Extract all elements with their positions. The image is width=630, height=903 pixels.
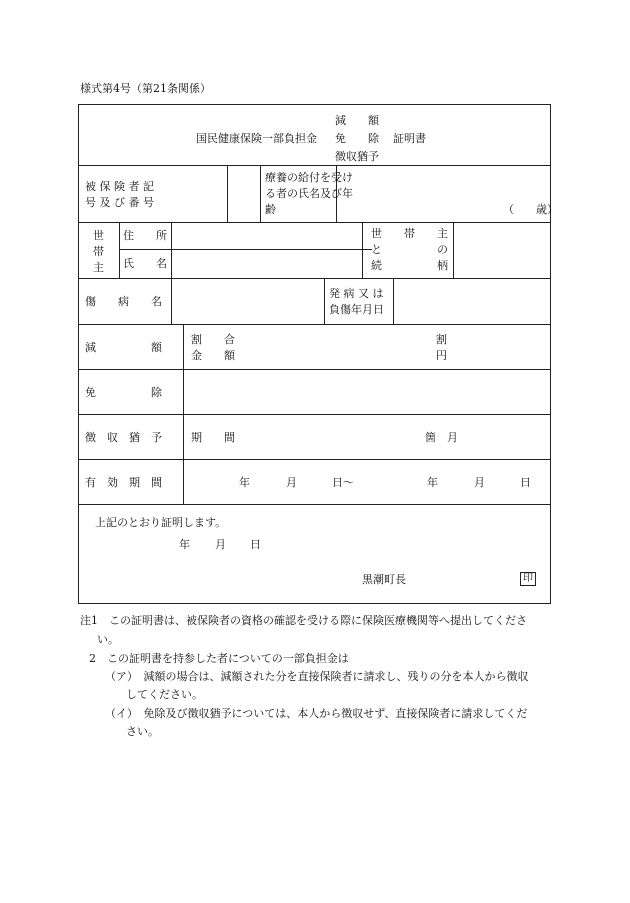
cert-date-year: 年 <box>179 538 190 551</box>
note-2: 2 この証明書を持参した者についての一部負担金は <box>89 652 349 665</box>
row-divider <box>79 369 550 370</box>
relation-label: 続 柄 <box>371 259 448 272</box>
rate-unit: 割 <box>436 333 447 346</box>
recipient-label: る者の氏名及び年 <box>265 187 353 200</box>
rate-label: 割 合 <box>191 333 235 346</box>
address-label: 住 所 <box>123 229 167 242</box>
onset-label: 発 病 又 は <box>329 287 384 300</box>
issuer: 黒潮町長 <box>362 573 406 586</box>
row-divider <box>79 278 550 279</box>
row-divider <box>79 504 550 505</box>
cert-date-day: 日 <box>250 538 261 551</box>
row-divider <box>119 249 372 250</box>
col-divider <box>119 222 120 278</box>
form-number: 様式第4号（第21条関係） <box>80 82 211 95</box>
householder-group-label: 世 <box>93 229 104 242</box>
injury-label: 傷 病 名 <box>85 295 162 308</box>
relation-label: と の <box>371 243 448 256</box>
date-year: 年 <box>239 476 250 489</box>
col-divider <box>183 324 184 504</box>
note-2b-cont: さい。 <box>126 725 159 738</box>
date-day-range: 日～ <box>332 476 354 489</box>
months-unit: 箇 月 <box>425 431 458 444</box>
householder-group-label: 帯 <box>93 245 104 258</box>
row-divider <box>79 324 550 325</box>
age-field: （ 歳） <box>503 203 558 216</box>
title-suffix: 証明書 <box>393 132 426 145</box>
title-option-deferral: 徴収猶予 <box>335 150 379 163</box>
seal-mark: 印 <box>520 572 536 586</box>
recipient-label: 療養の給付を受け <box>265 171 353 184</box>
insured-number-label: 被 保 険 者 記 <box>85 180 154 193</box>
col-divider <box>393 278 394 324</box>
householder-group-label: 主 <box>93 261 104 274</box>
note-2a-cont: してください。 <box>126 688 203 701</box>
validity-label: 有 効 期 間 <box>85 476 162 489</box>
col-divider <box>324 278 325 324</box>
onset-label: 負傷年月日 <box>329 303 384 316</box>
certification-statement: 上記のとおり証明します。 <box>95 516 227 529</box>
title-option-reduction: 減 額 <box>335 114 379 127</box>
col-divider <box>453 222 454 278</box>
note-1-cont: い。 <box>97 633 119 646</box>
relation-label: 世 帯 主 <box>371 227 448 240</box>
col-divider <box>227 165 228 222</box>
deferral-label: 徴 収 猶 予 <box>85 431 162 444</box>
date-day: 日 <box>520 476 531 489</box>
title-prefix: 国民健康保険一部負担金 <box>196 132 317 145</box>
amount-label: 金 額 <box>191 349 235 362</box>
title-option-exemption: 免 除 <box>335 132 379 145</box>
recipient-label: 齢 <box>265 203 276 216</box>
col-divider <box>171 222 172 278</box>
insured-number-label: 号 及 び 番 号 <box>85 196 154 209</box>
amount-unit: 円 <box>436 349 447 362</box>
date-month: 月 <box>286 476 297 489</box>
col-divider <box>260 165 261 222</box>
period-label: 期 間 <box>191 431 235 444</box>
row-divider <box>79 459 550 460</box>
reduction-label: 減 額 <box>85 341 162 354</box>
date-year: 年 <box>427 476 438 489</box>
cert-date-month: 月 <box>215 538 226 551</box>
exemption-label: 免 除 <box>85 386 162 399</box>
row-divider <box>79 222 550 223</box>
note-2a: （ア） 減額の場合は、減額された分を直接保険者に請求し、残りの分を本人から徴収 <box>105 670 529 683</box>
note-1: 注1 この証明書は、被保険者の資格の確認を受ける際に保険医療機関等へ提出してくださ <box>80 614 527 627</box>
row-divider <box>79 414 550 415</box>
col-divider <box>171 278 172 324</box>
note-2b: （イ） 免除及び徴収猶予については、本人から徴収せず、直接保険者に請求してくだ <box>105 707 528 720</box>
col-divider <box>362 222 363 278</box>
certificate-form <box>78 104 558 604</box>
date-month: 月 <box>474 476 485 489</box>
name-label: 氏 名 <box>123 257 167 270</box>
row-divider <box>79 165 550 166</box>
